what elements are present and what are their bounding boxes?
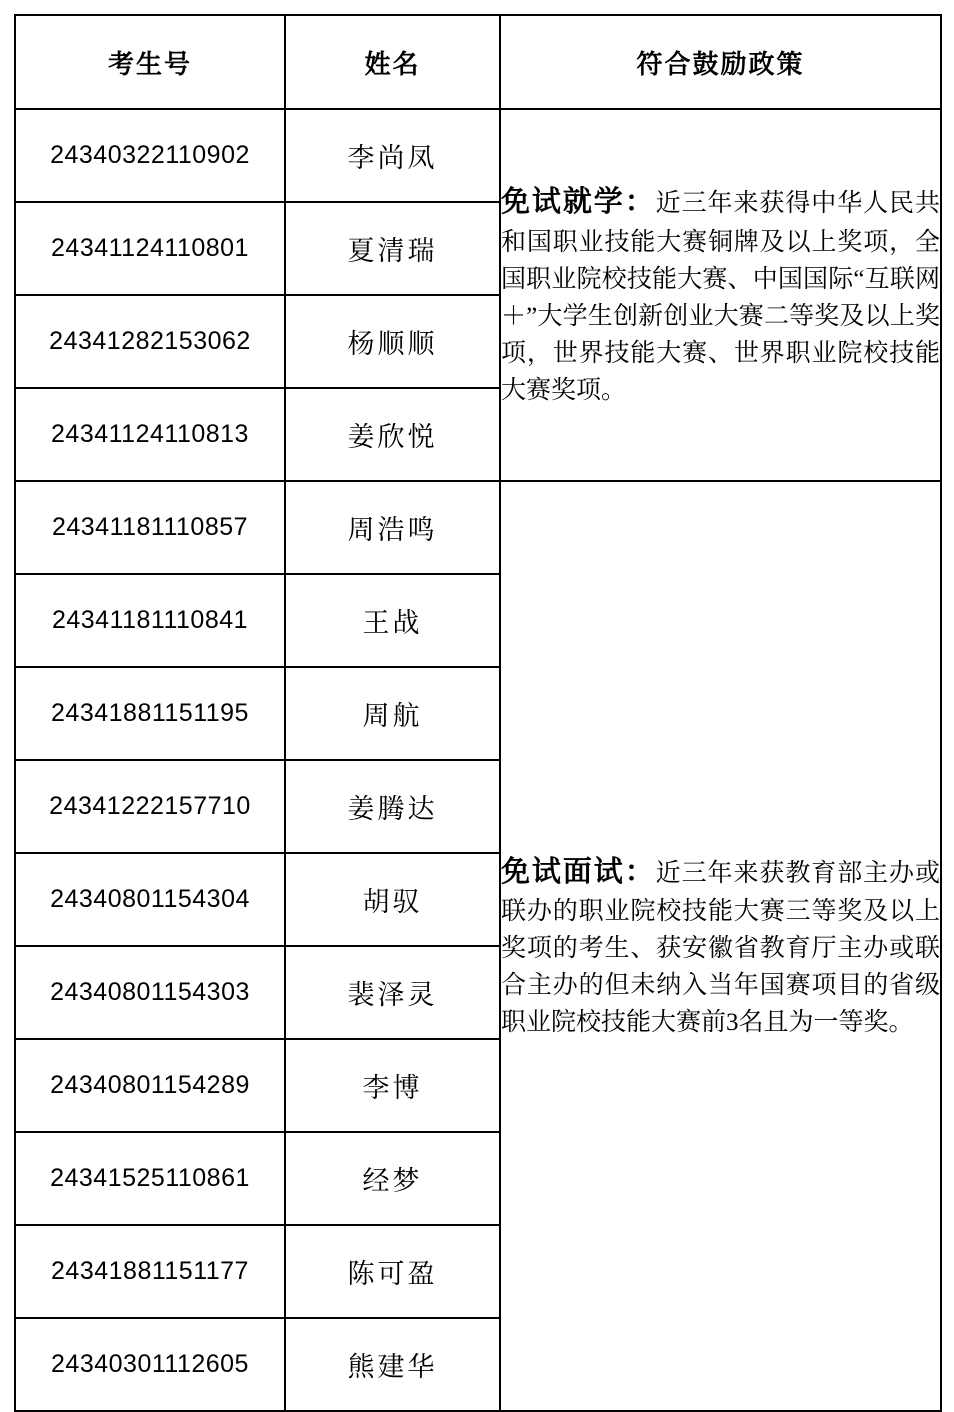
cell-exam-id: 24341881151195: [15, 667, 285, 760]
cell-exam-id: 24340301112605: [15, 1318, 285, 1411]
cell-exam-id: 24341124110813: [15, 388, 285, 481]
policy-text: 近三年来获教育部主办或联办的职业院校技能大赛三等奖及以上奖项的考生、获安徽省教育厅主办或联合主办的但未纳入当年国赛项目的省级职业院校技能大赛前3名且为一等奖。: [501, 859, 940, 1037]
policy-table: [14, 14, 942, 1412]
cell-exam-id: 24340801154303: [15, 946, 285, 1039]
column-header-exam-id: 考生号: [15, 15, 285, 109]
table-row: [15, 481, 941, 574]
cell-name: 王战: [285, 574, 500, 667]
cell-name: 夏清瑞: [285, 202, 500, 295]
cell-name: 姜欣悦: [285, 388, 500, 481]
cell-name: 杨顺顺: [285, 295, 500, 388]
cell-exam-id: 24341181110857: [15, 481, 285, 574]
policy-paragraph: [501, 851, 940, 1042]
cell-name: 经梦: [285, 1132, 500, 1225]
cell-name: 陈可盈: [285, 1225, 500, 1318]
cell-name: 周浩鸣: [285, 481, 500, 574]
table-header-row: [15, 15, 941, 109]
cell-name: 周航: [285, 667, 500, 760]
cell-name: 胡驭: [285, 853, 500, 946]
cell-exam-id: 24341881151177: [15, 1225, 285, 1318]
policy-title: 免试面试：: [501, 855, 656, 888]
cell-exam-id: 24340801154289: [15, 1039, 285, 1132]
column-header-policy: 符合鼓励政策: [500, 15, 941, 109]
cell-exam-id: 24341124110801: [15, 202, 285, 295]
policy-text: 近三年来获得中华人民共和国职业技能大赛铜牌及以上奖项，全国职业院校技能大赛、中国国际“互联网＋”大学生创新创业大赛二等奖及以上奖项，世界技能大赛、世界职业院校技能大赛奖项。: [501, 190, 940, 404]
policy-paragraph: [501, 181, 940, 409]
cell-exam-id: 24341222157710: [15, 760, 285, 853]
table-row: [15, 109, 941, 202]
cell-exam-id: 24341181110841: [15, 574, 285, 667]
cell-exam-id: 24341525110861: [15, 1132, 285, 1225]
cell-exam-id: 24340801154304: [15, 853, 285, 946]
cell-name: 裴泽灵: [285, 946, 500, 1039]
cell-name: 姜腾达: [285, 760, 500, 853]
cell-exam-id: 24340322110902: [15, 109, 285, 202]
cell-name: 熊建华: [285, 1318, 500, 1411]
policy-title: 免试就学：: [501, 186, 656, 219]
cell-name: 李尚凤: [285, 109, 500, 202]
cell-policy-group-1: [500, 109, 941, 481]
column-header-name: 姓名: [285, 15, 500, 109]
cell-policy-group-2: [500, 481, 941, 1411]
cell-exam-id: 24341282153062: [15, 295, 285, 388]
cell-name: 李博: [285, 1039, 500, 1132]
